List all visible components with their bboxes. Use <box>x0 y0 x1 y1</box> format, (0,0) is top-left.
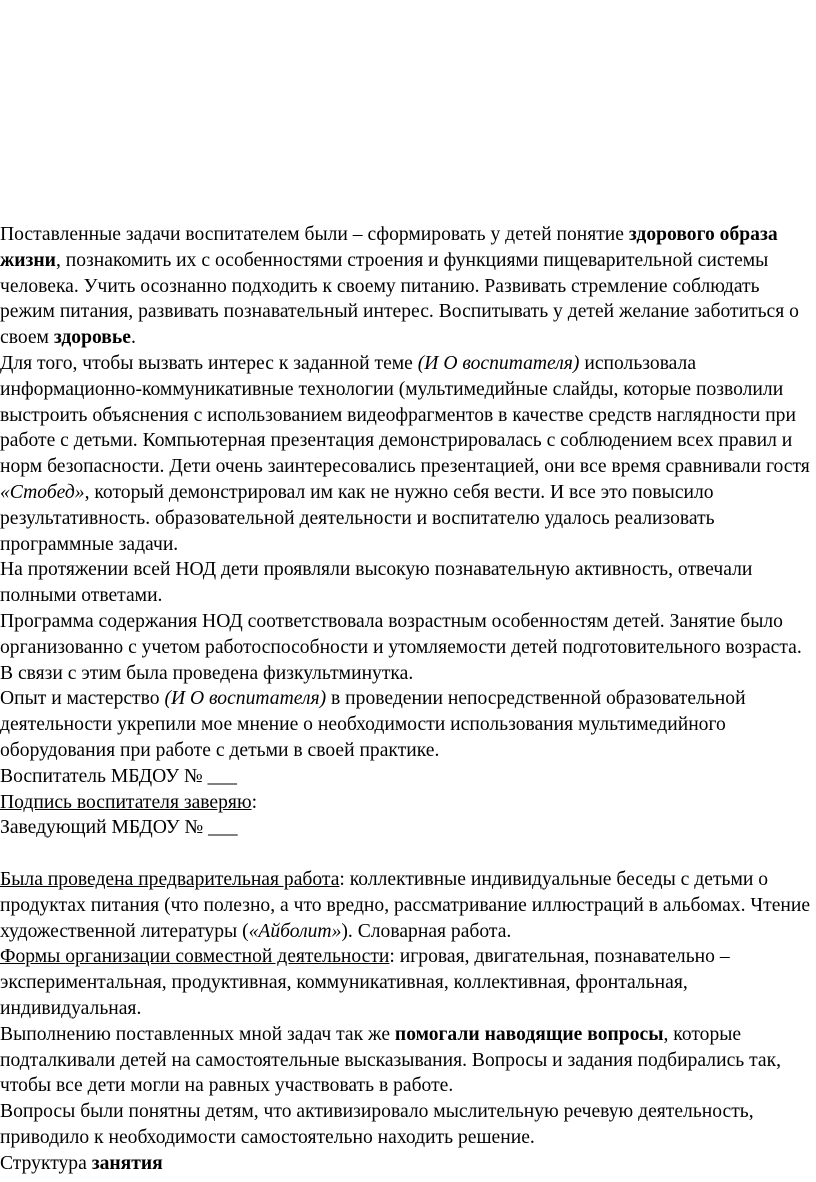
text-run: . <box>130 327 136 349</box>
italic-book-title: «Айболит» <box>248 920 342 942</box>
paragraph-understanding: Вопросы были понятны детям, что активизировало мыслительную речевую деятельность, приводило к необходимости самостоятельно находить решение. <box>0 1101 754 1148</box>
text-run: : коллективные индивидуальные беседы с детьми о продуктах питания (что полезно, а что вредно, рассматривание иллюстраций в альбомах. Чтение художественной литературы ( <box>0 868 811 942</box>
paragraph-forms <box>0 944 812 1021</box>
paragraph-structure <box>0 1151 812 1177</box>
head-signature-line: Заведующий МБДОУ № ___ <box>0 817 238 839</box>
text-run: Для того, чтобы вызвать интерес к заданной теме <box>0 352 418 374</box>
text-run: ). Словарная работа. <box>341 920 512 942</box>
text-run: Выполнению поставленных мной задач так же <box>0 1023 395 1045</box>
teacher-signature-line: Воспитатель МБДОУ № ___ <box>0 765 237 787</box>
paragraph-ict <box>0 351 812 557</box>
text-run: , которые подталкивали детей на самостоятельные высказывания. Вопросы и задания подбирались так, чтобы все дети могли на равных участвовать в работе. <box>0 1023 782 1097</box>
text-run: Опыт и мастерство <box>0 688 165 710</box>
bold-term-lesson: занятия <box>91 1152 163 1174</box>
underlined-certify-label: Подпись воспитателя заверяю <box>0 791 252 813</box>
italic-guest-name: «Стобед» <box>0 481 85 503</box>
underlined-heading-forms: Формы организации совместной деятельности <box>0 946 390 968</box>
text-run: , который демонстрировал им как не нужно себя вести. И все это повысило результативность. образовательной деятельности и воспитателю удалось реализовать программные задачи. <box>0 481 715 555</box>
underlined-heading-preliminary: Была проведена предварительная работа <box>0 868 340 890</box>
paragraph-program: Программа содержания НОД соответствовала возрастным особенностям детей. Занятие было организованно с учетом работоспособности и утомляемости детей подготовительного возраста. В связи с этим была проведена физкультминутка. <box>0 610 802 684</box>
signature-certify-line <box>0 790 812 816</box>
paragraph-activity: На протяжении всей НОД дети проявляли высокую познавательную активность, отвечали полными ответами. <box>0 559 753 607</box>
paragraph-experience <box>0 686 812 763</box>
bold-term-leading-questions: помогали наводящие вопросы <box>394 1023 664 1045</box>
italic-teacher-name: (И О воспитателя) <box>164 688 327 710</box>
bold-term-healthy-lifestyle: здорового образа жизни <box>0 224 778 271</box>
text-run: Поставленные задачи воспитателем были – сформировать у детей понятие <box>0 224 629 245</box>
document-body <box>0 222 812 1176</box>
paragraph-questions <box>0 1022 812 1099</box>
italic-teacher-name: (И О воспитателя) <box>417 352 580 374</box>
blank-line <box>0 841 812 867</box>
text-run: в проведении непосредственной образовательной деятельности укрепили мое мнение о необходимости использования мультимедийного оборудования при работе с детьми в своей практике. <box>0 688 746 761</box>
bold-term-health: здоровье <box>53 327 131 349</box>
paragraph-preliminary-work <box>0 867 812 944</box>
text-run: , познакомить их с особенностями строения и функциями пищеварительной системы человека. Учить осознанно подходить к своему питанию. Развивать стремление соблюдать режим питания, развивать познавательный интерес. Воспитывать у детей желание заботиться о своем <box>0 249 799 349</box>
text-run: использовала информационно-коммуникативные технологии (мультимедийные слайды, которые позволили выстроить объяснения с использованием видеофрагментов в качестве средств наглядности при работе с детьми. Компьютерная презентация демонстрировалась с соблюдением всех правил и норм безопасности. Дети очень заинтересовались презентацией, они все время сравнивали гостя <box>0 352 810 478</box>
text-run: Структура <box>0 1152 92 1174</box>
paragraph-tasks <box>0 222 812 351</box>
text-run: : <box>251 791 258 813</box>
text-run: : игровая, двигательная, познавательно – экспериментальная, продуктивная, коммуникативная, коллективная, фронтальная, индивидуальная. <box>0 946 730 1019</box>
